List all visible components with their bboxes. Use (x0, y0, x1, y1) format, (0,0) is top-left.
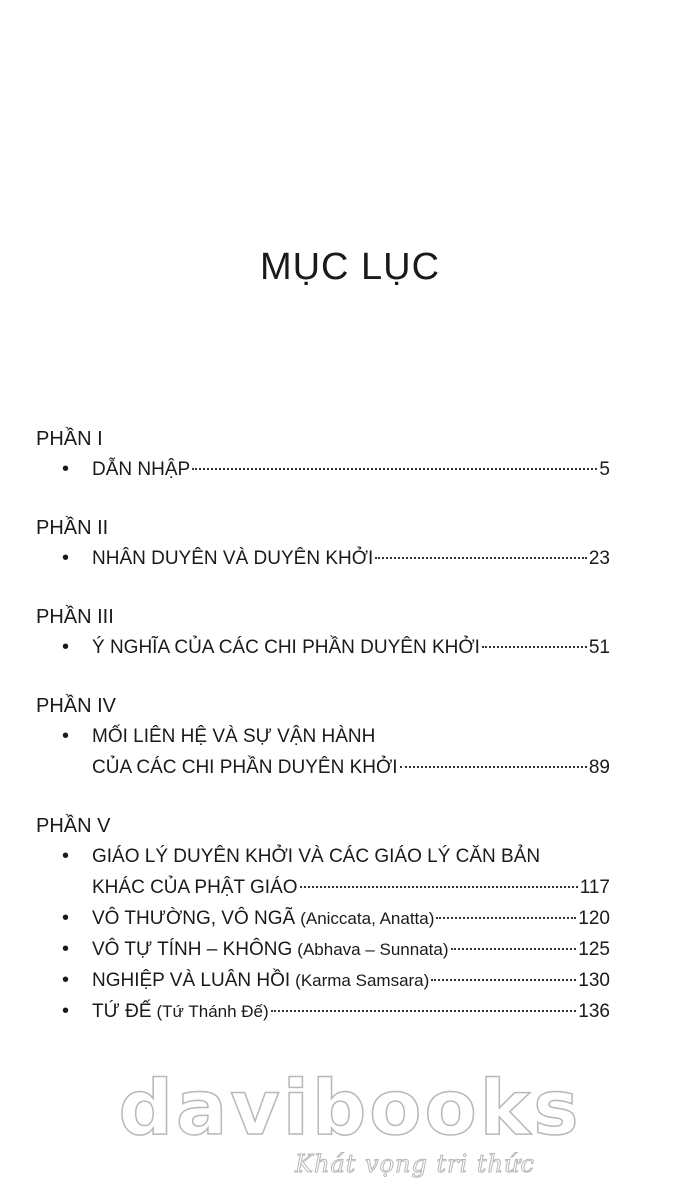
entry-title: GIÁO LÝ DUYÊN KHỞI VÀ CÁC GIÁO LÝ CĂN BẢN (92, 846, 541, 867)
page-number: 120 (578, 908, 610, 929)
watermark-slogan: Khát vọng tri thức (295, 1150, 535, 1178)
bullet-icon: • (62, 938, 70, 960)
bullet-icon: • (62, 458, 70, 480)
page-number: 125 (578, 939, 610, 960)
entry-title: VÔ TỰ TÍNH – KHÔNG (92, 939, 293, 960)
toc-entry[interactable] (62, 996, 610, 1027)
entry-title: KHÁC CỦA PHẬT GIÁO (92, 877, 298, 898)
bullet-icon: • (62, 1000, 70, 1022)
entry-title: CỦA CÁC CHI PHẦN DUYÊN KHỞI (92, 757, 398, 778)
toc-part (36, 811, 610, 1027)
entry-title: NHÂN DUYÊN VÀ DUYÊN KHỞI (92, 548, 374, 569)
entry-title: VÔ THƯỜNG, VÔ NGÃ (92, 908, 296, 929)
bullet-icon: • (62, 845, 70, 867)
toc-part (36, 691, 610, 783)
bullet-icon: • (62, 547, 70, 569)
dot-leader (451, 948, 577, 950)
bullet-icon: • (62, 636, 70, 658)
part-label: PHẦN V (36, 815, 111, 837)
part-label: PHẦN IV (36, 695, 117, 717)
part-label: PHẦN I (36, 428, 103, 450)
toc-part (36, 513, 610, 574)
dot-leader (400, 766, 587, 768)
toc-entry[interactable] (62, 543, 610, 574)
dot-leader (192, 468, 597, 470)
page-number: 5 (599, 459, 610, 480)
entry-title: DẪN NHẬP (92, 459, 191, 480)
page-title: MỤC LỤC (259, 246, 441, 288)
page-number: 130 (578, 970, 610, 991)
bullet-icon: • (62, 969, 70, 991)
entry-note: (Aniccata, Anatta) (300, 909, 435, 928)
toc-entry[interactable] (62, 454, 610, 485)
toc-entry[interactable] (62, 721, 610, 783)
dot-leader (431, 979, 576, 981)
watermark-logo: davibooks (118, 1063, 582, 1152)
bullet-icon: • (62, 907, 70, 929)
toc-entry[interactable] (62, 934, 610, 965)
entry-title: MỐI LIÊN HỆ VÀ SỰ VẬN HÀNH (92, 726, 376, 747)
toc-entry[interactable] (62, 632, 610, 663)
page-number: 136 (578, 1001, 610, 1022)
toc-part (36, 602, 610, 663)
entry-title: TỨ ĐẾ (92, 1001, 152, 1022)
toc-entry[interactable] (62, 841, 610, 903)
entry-note: (Karma Samsara) (295, 971, 430, 990)
page-number: 51 (588, 637, 610, 658)
entry-title: NGHIỆP VÀ LUÂN HỒI (92, 970, 291, 991)
dot-leader (271, 1010, 577, 1012)
dot-leader (300, 886, 578, 888)
entry-title: Ý NGHĨA CỦA CÁC CHI PHẦN DUYÊN KHỞI (92, 637, 480, 658)
toc-entry[interactable] (62, 965, 610, 996)
dot-leader (436, 917, 576, 919)
part-label: PHẦN III (36, 606, 114, 628)
toc-part (36, 424, 610, 485)
bullet-icon: • (62, 725, 70, 747)
entry-note: (Tứ Thánh Đế) (156, 1002, 269, 1021)
page-number: 117 (579, 877, 610, 898)
entry-note: (Abhava – Sunnata) (297, 940, 449, 959)
page-number: 89 (588, 757, 610, 778)
toc-entry[interactable] (62, 903, 610, 934)
dot-leader (482, 646, 587, 648)
page-number: 23 (588, 548, 610, 569)
part-label: PHẦN II (36, 517, 109, 539)
dot-leader (375, 557, 587, 559)
table-of-contents (36, 424, 610, 1055)
publisher-watermark (0, 1063, 700, 1178)
